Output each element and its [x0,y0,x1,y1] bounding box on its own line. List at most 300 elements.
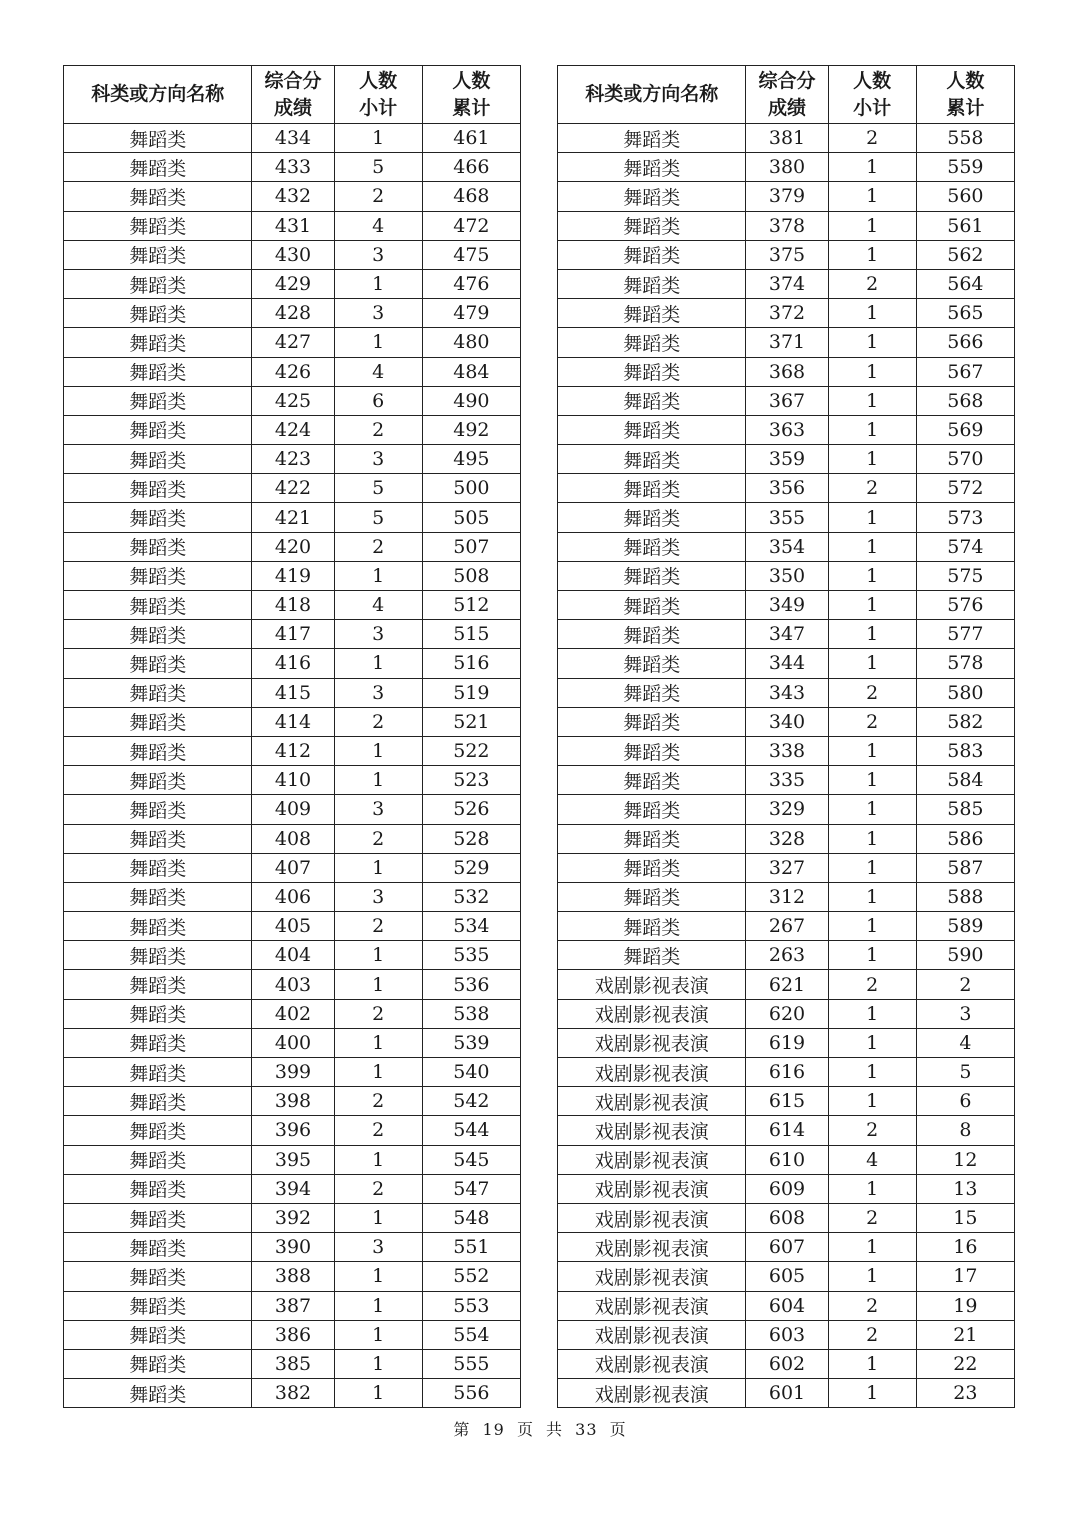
cell-cumulative: 573 [916,503,1014,532]
cell-cumulative: 492 [422,415,520,444]
cell-score: 422 [252,474,334,503]
cell-category-name: 舞蹈类 [558,795,746,824]
cell-category-name: 戏剧影视表演 [558,1145,746,1174]
cell-count: 2 [334,1174,422,1203]
table-row [558,269,1015,298]
cell-category-name: 舞蹈类 [64,1349,252,1378]
table-row [558,678,1015,707]
table-row [558,707,1015,736]
cell-score: 402 [252,999,334,1028]
cell-count: 1 [334,1291,422,1320]
table-row [64,678,521,707]
cell-category-name: 舞蹈类 [558,707,746,736]
cell-cumulative: 565 [916,299,1014,328]
score-table-left [63,65,521,1408]
cell-count: 1 [334,736,422,765]
cell-category-name: 舞蹈类 [558,445,746,474]
cell-cumulative: 505 [422,503,520,532]
cell-category-name: 舞蹈类 [64,1233,252,1262]
header-score-line2: 成绩 [273,96,312,119]
cell-category-name: 舞蹈类 [64,124,252,153]
cell-count: 1 [828,649,916,678]
cell-cumulative: 558 [916,124,1014,153]
cell-score: 398 [252,1087,334,1116]
cell-score: 408 [252,824,334,853]
cell-count: 1 [828,1087,916,1116]
cell-count: 1 [828,1174,916,1203]
cell-category-name: 舞蹈类 [558,591,746,620]
table-row [558,415,1015,444]
cell-category-name: 舞蹈类 [64,445,252,474]
cell-category-name: 舞蹈类 [64,1174,252,1203]
cell-count: 1 [334,1379,422,1408]
cell-count: 1 [828,620,916,649]
cell-cumulative: 562 [916,240,1014,269]
table-header [558,66,1015,124]
footer-total-prefix: 共 [546,1420,564,1439]
cell-category-name: 舞蹈类 [558,824,746,853]
cell-score: 433 [252,153,334,182]
cell-score: 406 [252,882,334,911]
cell-score: 619 [746,1028,828,1057]
cell-count: 1 [334,853,422,882]
table-row [558,941,1015,970]
table-row [558,1174,1015,1203]
table-row [558,1349,1015,1378]
cell-score: 382 [252,1379,334,1408]
header-count-line1: 人数 [853,69,892,92]
cell-score: 431 [252,211,334,240]
cell-category-name: 舞蹈类 [64,357,252,386]
table-row [558,766,1015,795]
cell-category-name: 舞蹈类 [558,124,746,153]
cell-category-name: 舞蹈类 [558,853,746,882]
cell-category-name: 戏剧影视表演 [558,1116,746,1145]
header-score-line2: 成绩 [767,96,806,119]
cell-count: 2 [828,124,916,153]
table-row [64,445,521,474]
cell-score: 356 [746,474,828,503]
cell-cumulative: 484 [422,357,520,386]
cell-cumulative: 570 [916,445,1014,474]
cell-count: 2 [334,912,422,941]
cell-cumulative: 585 [916,795,1014,824]
cell-category-name: 舞蹈类 [558,941,746,970]
table-row [64,182,521,211]
cell-category-name: 舞蹈类 [64,736,252,765]
header-cumulative-line1: 人数 [452,69,491,92]
cell-score: 338 [746,736,828,765]
cell-count: 3 [334,1233,422,1262]
table-row [64,474,521,503]
cell-count: 1 [828,240,916,269]
table-row [558,736,1015,765]
header-category-name: 科类或方向名称 [64,66,252,124]
cell-cumulative: 479 [422,299,520,328]
cell-cumulative: 6 [916,1087,1014,1116]
cell-count: 1 [828,1379,916,1408]
cell-score: 602 [746,1349,828,1378]
cell-count: 1 [828,357,916,386]
cell-category-name: 戏剧影视表演 [558,1058,746,1087]
cell-category-name: 舞蹈类 [558,766,746,795]
cell-count: 1 [828,182,916,211]
cell-count: 1 [828,415,916,444]
header-cumulative-line2: 累计 [452,96,491,119]
table-header [64,66,521,124]
cell-cumulative: 578 [916,649,1014,678]
table-row [64,620,521,649]
table-row [558,1291,1015,1320]
cell-cumulative: 584 [916,766,1014,795]
cell-count: 1 [828,503,916,532]
cell-score: 603 [746,1320,828,1349]
cell-count: 1 [334,649,422,678]
cell-cumulative: 561 [916,211,1014,240]
cell-count: 1 [334,766,422,795]
cell-score: 385 [252,1349,334,1378]
cell-score: 368 [746,357,828,386]
cell-cumulative: 12 [916,1145,1014,1174]
cell-cumulative: 568 [916,386,1014,415]
cell-count: 2 [334,532,422,561]
cell-category-name: 舞蹈类 [64,707,252,736]
cell-count: 1 [828,766,916,795]
cell-category-name: 舞蹈类 [558,240,746,269]
cell-score: 378 [746,211,828,240]
header-category-name: 科类或方向名称 [558,66,746,124]
cell-score: 381 [746,124,828,153]
cell-cumulative: 516 [422,649,520,678]
table-row [558,1058,1015,1087]
cell-count: 3 [334,299,422,328]
cell-count: 1 [334,1203,422,1232]
cell-category-name: 舞蹈类 [558,328,746,357]
cell-cumulative: 534 [422,912,520,941]
table-row [558,182,1015,211]
cell-score: 400 [252,1028,334,1057]
table-row [558,1233,1015,1262]
cell-cumulative: 466 [422,153,520,182]
cell-count: 1 [334,1145,422,1174]
cell-cumulative: 507 [422,532,520,561]
cell-count: 3 [334,445,422,474]
header-count [334,66,422,124]
header-score [252,66,334,124]
cell-cumulative: 5 [916,1058,1014,1087]
table-row [64,736,521,765]
cell-category-name: 舞蹈类 [558,532,746,561]
cell-count: 3 [334,882,422,911]
table-row [558,999,1015,1028]
cell-cumulative: 553 [422,1291,520,1320]
cell-score: 604 [746,1291,828,1320]
cell-score: 380 [746,153,828,182]
cell-category-name: 舞蹈类 [64,912,252,941]
cell-score: 428 [252,299,334,328]
cell-score: 335 [746,766,828,795]
cell-count: 1 [828,912,916,941]
cell-score: 329 [746,795,828,824]
table-row [558,561,1015,590]
cell-cumulative: 554 [422,1320,520,1349]
cell-category-name: 舞蹈类 [64,1262,252,1291]
cell-cumulative: 560 [916,182,1014,211]
cell-category-name: 舞蹈类 [64,299,252,328]
cell-score: 410 [252,766,334,795]
cell-cumulative: 500 [422,474,520,503]
cell-score: 414 [252,707,334,736]
cell-category-name: 舞蹈类 [64,474,252,503]
cell-score: 386 [252,1320,334,1349]
cell-score: 375 [746,240,828,269]
cell-cumulative: 475 [422,240,520,269]
table-row [558,445,1015,474]
cell-cumulative: 588 [916,882,1014,911]
cell-category-name: 舞蹈类 [64,1116,252,1145]
cell-cumulative: 583 [916,736,1014,765]
table-row [558,1028,1015,1057]
cell-cumulative: 15 [916,1203,1014,1232]
table-row [558,824,1015,853]
cell-score: 327 [746,853,828,882]
cell-category-name: 戏剧影视表演 [558,1291,746,1320]
footer-page-number: 19 [482,1420,505,1439]
cell-cumulative: 551 [422,1233,520,1262]
table-row [558,328,1015,357]
cell-count: 1 [334,970,422,999]
cell-score: 432 [252,182,334,211]
cell-cumulative: 480 [422,328,520,357]
cell-count: 4 [334,357,422,386]
cell-score: 354 [746,532,828,561]
cell-count: 2 [828,1320,916,1349]
cell-cumulative: 23 [916,1379,1014,1408]
cell-cumulative: 548 [422,1203,520,1232]
cell-category-name: 舞蹈类 [558,299,746,328]
cell-count: 1 [828,445,916,474]
cell-count: 3 [334,678,422,707]
cell-count: 2 [828,678,916,707]
table-body-left [64,124,521,1408]
cell-cumulative: 522 [422,736,520,765]
table-row [64,561,521,590]
cell-score: 394 [252,1174,334,1203]
cell-score: 429 [252,269,334,298]
table-row [64,1174,521,1203]
cell-category-name: 舞蹈类 [64,1145,252,1174]
cell-category-name: 戏剧影视表演 [558,1320,746,1349]
cell-category-name: 舞蹈类 [558,912,746,941]
table-row [558,795,1015,824]
cell-score: 392 [252,1203,334,1232]
cell-category-name: 舞蹈类 [64,591,252,620]
cell-count: 4 [828,1145,916,1174]
cell-cumulative: 567 [916,357,1014,386]
cell-count: 1 [828,299,916,328]
cell-score: 340 [746,707,828,736]
cell-count: 1 [334,1320,422,1349]
cell-category-name: 舞蹈类 [558,386,746,415]
cell-cumulative: 523 [422,766,520,795]
cell-cumulative: 547 [422,1174,520,1203]
cell-count: 2 [828,269,916,298]
cell-score: 420 [252,532,334,561]
cell-category-name: 戏剧影视表演 [558,1233,746,1262]
cell-cumulative: 577 [916,620,1014,649]
header-score-line1: 综合分 [264,69,322,92]
cell-category-name: 舞蹈类 [64,1058,252,1087]
cell-cumulative: 576 [916,591,1014,620]
cell-score: 424 [252,415,334,444]
cell-score: 430 [252,240,334,269]
cell-category-name: 舞蹈类 [558,882,746,911]
table-row [64,328,521,357]
table-row [64,211,521,240]
header-cumulative-line1: 人数 [946,69,985,92]
cell-count: 1 [334,1349,422,1378]
table-row [64,153,521,182]
cell-cumulative: 17 [916,1262,1014,1291]
cell-cumulative: 566 [916,328,1014,357]
cell-cumulative: 3 [916,999,1014,1028]
table-row [64,1291,521,1320]
cell-cumulative: 590 [916,941,1014,970]
table-row [558,912,1015,941]
cell-score: 347 [746,620,828,649]
table-row [64,1087,521,1116]
cell-count: 2 [828,1116,916,1145]
cell-count: 1 [828,328,916,357]
table-body-right [558,124,1015,1408]
cell-count: 1 [334,941,422,970]
cell-cumulative: 552 [422,1262,520,1291]
table-row [558,1320,1015,1349]
table-row [558,853,1015,882]
table-row [64,357,521,386]
cell-count: 1 [828,853,916,882]
table-row [558,620,1015,649]
cell-category-name: 舞蹈类 [558,182,746,211]
table-row [64,1233,521,1262]
cell-cumulative: 472 [422,211,520,240]
footer-prefix: 第 [453,1420,471,1439]
cell-cumulative: 13 [916,1174,1014,1203]
cell-category-name: 戏剧影视表演 [558,999,746,1028]
cell-count: 5 [334,474,422,503]
cell-score: 355 [746,503,828,532]
cell-score: 409 [252,795,334,824]
table-row [64,853,521,882]
cell-category-name: 舞蹈类 [558,415,746,444]
table-row [64,941,521,970]
cell-score: 387 [252,1291,334,1320]
cell-category-name: 戏剧影视表演 [558,1087,746,1116]
cell-cumulative: 538 [422,999,520,1028]
table-row [64,707,521,736]
cell-count: 3 [334,620,422,649]
cell-count: 1 [828,824,916,853]
table-row [558,591,1015,620]
cell-score: 601 [746,1379,828,1408]
cell-count: 1 [334,1058,422,1087]
table-row [558,1145,1015,1174]
table-row [64,1320,521,1349]
table-row [558,211,1015,240]
cell-cumulative: 515 [422,620,520,649]
cell-count: 1 [828,153,916,182]
table-row [64,415,521,444]
table-row [64,591,521,620]
table-row [558,124,1015,153]
cell-category-name: 舞蹈类 [64,415,252,444]
cell-score: 614 [746,1116,828,1145]
cell-cumulative: 476 [422,269,520,298]
footer-total-pages: 33 [575,1420,598,1439]
cell-count: 1 [828,1262,916,1291]
cell-cumulative: 559 [916,153,1014,182]
cell-count: 1 [334,561,422,590]
cell-score: 419 [252,561,334,590]
cell-category-name: 舞蹈类 [558,269,746,298]
cell-cumulative: 19 [916,1291,1014,1320]
cell-category-name: 舞蹈类 [64,561,252,590]
cell-category-name: 舞蹈类 [64,503,252,532]
cell-count: 1 [334,269,422,298]
page-footer [0,1417,1080,1440]
cell-cumulative: 526 [422,795,520,824]
cell-score: 418 [252,591,334,620]
cell-category-name: 舞蹈类 [64,240,252,269]
table-row [64,1262,521,1291]
cell-score: 367 [746,386,828,415]
cell-category-name: 舞蹈类 [558,474,746,503]
cell-count: 1 [828,1349,916,1378]
cell-cumulative: 528 [422,824,520,853]
cell-count: 4 [334,591,422,620]
cell-count: 2 [828,1291,916,1320]
cell-count: 1 [828,532,916,561]
cell-count: 3 [334,795,422,824]
header-cumulative [916,66,1014,124]
cell-score: 379 [746,182,828,211]
table-row [558,1262,1015,1291]
table-row [64,1028,521,1057]
cell-cumulative: 532 [422,882,520,911]
cell-category-name: 舞蹈类 [558,561,746,590]
table-row [558,1379,1015,1408]
cell-cumulative: 575 [916,561,1014,590]
table-row [64,1145,521,1174]
cell-score: 371 [746,328,828,357]
table-row [64,1349,521,1378]
cell-score: 263 [746,941,828,970]
table-row [64,532,521,561]
cell-count: 1 [334,1028,422,1057]
cell-count: 5 [334,153,422,182]
cell-score: 359 [746,445,828,474]
cell-category-name: 舞蹈类 [64,269,252,298]
table-row [558,386,1015,415]
cell-score: 343 [746,678,828,707]
cell-count: 3 [334,240,422,269]
cell-count: 6 [334,386,422,415]
cell-score: 344 [746,649,828,678]
cell-category-name: 舞蹈类 [558,649,746,678]
cell-category-name: 舞蹈类 [64,795,252,824]
cell-score: 403 [252,970,334,999]
cell-score: 312 [746,882,828,911]
